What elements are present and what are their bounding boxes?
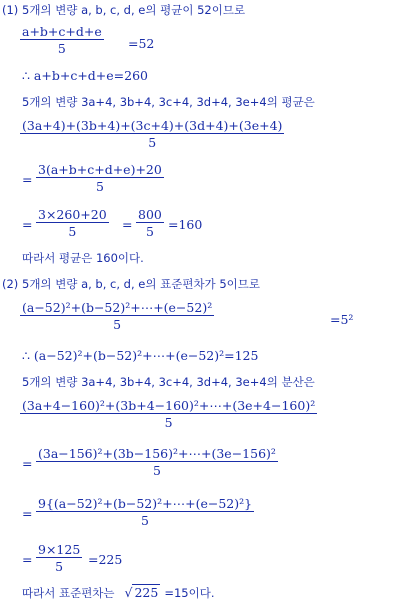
part2-conclusion <box>22 584 214 601</box>
part2-frac1-denominator: 5 <box>113 317 122 332</box>
part1-frac2-numerator: (3a+4)+(3b+4)+(3c+4)+(3d+4)+(3e+4) <box>22 118 283 133</box>
part1-conclusion: 따라서 평균은 160이다. <box>22 251 144 265</box>
part1-therefore: ∴ a+b+c+d+e=260 <box>22 68 149 83</box>
part2-eq2-prefix: = <box>22 506 33 521</box>
part1-frac5-numerator: 800 <box>138 207 162 222</box>
part2-eq1-prefix: = <box>22 456 33 471</box>
part1-eq2-prefix: = <box>22 217 33 232</box>
part2-intro: 5개의 변량 a, b, c, d, e의 표준편차가 5이므로 <box>22 277 260 291</box>
part1-eq1-prefix: = <box>22 172 33 187</box>
part1-frac1-denominator: 5 <box>57 41 66 56</box>
part2-conclusion-pre: 따라서 표준편차는 <box>22 586 115 600</box>
part2-marker: (2) <box>2 277 19 291</box>
part1-frac1-numerator: a+b+c+d+e <box>22 24 102 39</box>
part2-conclusion-post: =15이다. <box>164 586 215 600</box>
part1-frac3-denominator: 5 <box>95 179 104 194</box>
part1-intro2: 5개의 변량 3a+4, 3b+4, 3c+4, 3d+4, 3e+4의 평균은 <box>22 95 315 109</box>
part2-frac5 <box>36 542 82 574</box>
part1-frac1 <box>20 24 104 56</box>
part2-eq3-rhs: =225 <box>88 552 123 567</box>
part2-frac3 <box>36 446 278 478</box>
part2-frac5-denominator: 5 <box>55 559 64 574</box>
part1-eq2-mid: = <box>122 217 133 232</box>
part2-frac4-numerator: 9{(a−52)²+(b−52)²+⋯+(e−52)²} <box>38 496 253 511</box>
part1-frac4 <box>36 207 109 239</box>
part1-frac5-denominator: 5 <box>145 224 154 239</box>
part2-frac4 <box>36 496 254 528</box>
part2-frac4-denominator: 5 <box>141 513 149 528</box>
part2-frac2-numerator: (3a+4−160)²+(3b+4−160)²+⋯+(3e+4−160)² <box>22 398 316 413</box>
part1-frac2 <box>20 118 284 150</box>
part1-frac4-denominator: 5 <box>68 224 77 239</box>
part1-frac1-rhs: =52 <box>128 36 155 51</box>
part2-frac2-denominator: 5 <box>164 415 173 430</box>
part1-frac4-numerator: 3×260+20 <box>38 207 107 222</box>
part2-eq3-prefix: = <box>22 552 33 567</box>
part1-marker: (1) <box>2 3 19 17</box>
part1-frac5 <box>136 207 164 239</box>
sqrt-expression <box>125 584 161 601</box>
part2-frac5-numerator: 9×125 <box>38 542 81 557</box>
part2-frac3-denominator: 5 <box>152 463 161 478</box>
part1-eq2-rhs: =160 <box>168 217 203 232</box>
part1-frac2-denominator: 5 <box>148 135 157 150</box>
part1-frac3-numerator: 3(a+b+c+d+e)+20 <box>38 162 162 177</box>
part2-frac1-rhs: =5² <box>330 312 354 327</box>
part2-intro2: 5개의 변량 3a+4, 3b+4, 3c+4, 3d+4, 3e+4의 분산은 <box>22 375 315 389</box>
part1-frac3 <box>36 162 164 194</box>
part2-frac2 <box>20 398 317 430</box>
sqrt-sign-icon: √ <box>124 585 133 600</box>
part2-frac1 <box>20 300 214 332</box>
part2-frac3-numerator: (3a−156)²+(3b−156)²+⋯+(3e−156)² <box>38 446 276 461</box>
part2-therefore: ∴ (a−52)²+(b−52)²+⋯+(e−52)²=125 <box>22 348 259 363</box>
part2-frac1-numerator: (a−52)²+(b−52)²+⋯+(e−52)² <box>22 300 213 315</box>
sqrt-radicand: 225 <box>134 585 159 600</box>
part1-intro: 5개의 변량 a, b, c, d, e의 평균이 52이므로 <box>22 3 246 17</box>
